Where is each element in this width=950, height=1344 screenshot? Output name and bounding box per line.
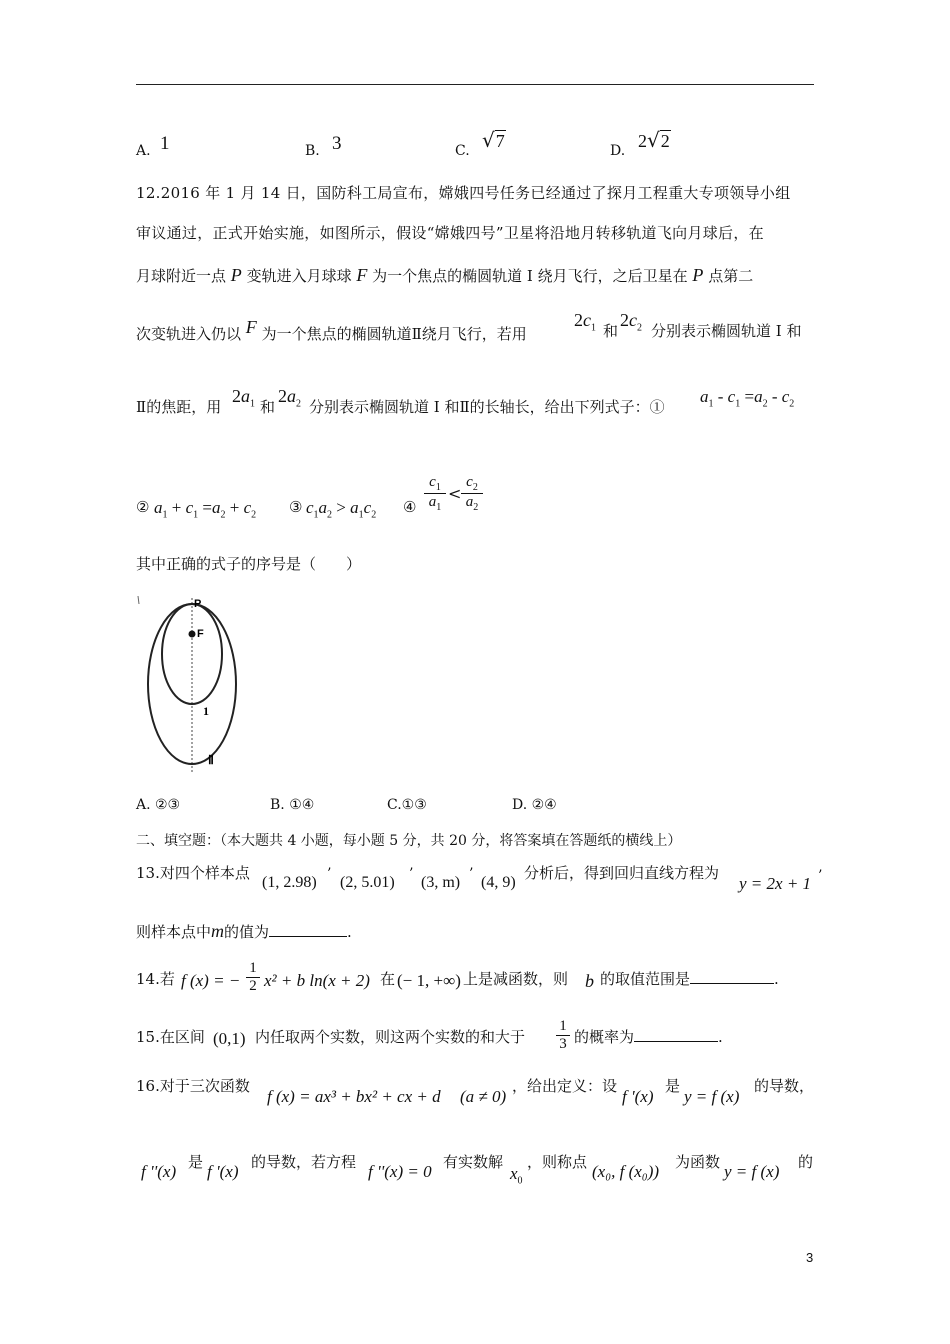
q12-and-1: 和 — [603, 322, 619, 340]
q12-line1: 12.2016 年 1 月 14 日，国防科工局宣布，嫦娥四号任务已经通过了探月工程重大专项领导小组 — [136, 184, 791, 202]
q12-line4-tail: 分别表示椭圆轨道 Ⅰ 和 — [651, 322, 802, 340]
header-rule — [136, 84, 814, 85]
q13-line2: 则样本点中m的值为 . — [136, 921, 352, 941]
q12-option-c: C.①③ — [387, 797, 427, 813]
q14-answer-blank[interactable] — [690, 983, 774, 984]
option-b-value: 3 — [332, 133, 342, 154]
less-than: < — [448, 484, 462, 503]
symbol-2c2: $2c_2$ — [620, 310, 642, 334]
q13-mid: 分析后，得到回归直线方程为 — [524, 864, 720, 882]
option-d-label: D. — [610, 143, 626, 159]
q16-fp: f '(x) — [622, 1087, 654, 1106]
q16-cond: (a ≠ 0) — [460, 1087, 507, 1106]
fraction-c1-a1: $\frac{c_1}{a_1}$ — [424, 474, 446, 513]
q16-tail: 的导数， — [754, 1077, 815, 1095]
q16-l2-is: 是 — [188, 1153, 204, 1171]
q16-fx: f (x) = ax³ + bx² + cx + d — [267, 1087, 441, 1106]
focus-point — [189, 631, 196, 638]
formula-2: $a_1 + c_1 =a_2 + c_2$ — [154, 498, 257, 521]
comma-4: ’ — [818, 868, 823, 884]
section-2-heading: 二、填空题：（本大题共 4 小题，每小题 5 分，共 20 分，将答案填在答题纸的横线上） — [136, 833, 682, 849]
q16-l2-pt: (x₀, f (x₀)) — [592, 1162, 660, 1181]
mark-2: ② — [136, 498, 150, 516]
q16-l2-y: y = f (x) — [724, 1162, 780, 1181]
q16-l2-c: ，则称点 — [527, 1153, 588, 1171]
q14-b: b — [585, 971, 594, 991]
q16-l2-a: 的导数，若方程 — [251, 1153, 357, 1171]
q12-line5-tail: 分别表示椭圆轨道 Ⅰ 和Ⅱ的长轴长，给出下列式子：① — [309, 398, 665, 416]
mark-3: ③ — [289, 498, 303, 516]
option-a-value: 1 — [160, 133, 170, 154]
q16-fpp: f ''(x) — [141, 1162, 177, 1181]
q12-line2: 审议通过，正式开始实施，如图所示，假设“嫦娥四号”卫星将沿地月转移轨道飞向月球后，在 — [136, 224, 764, 242]
q14-fraction: $\frac{1}{2}$ — [246, 960, 260, 995]
q12-question: 其中正确的式子的序号是（ ） — [136, 555, 362, 573]
q16-l2-fp: f '(x) — [207, 1162, 239, 1181]
q12-line3: 月球附近一点 P 变轨进入月球球 F 为一个焦点的椭圆轨道 Ⅰ 绕月飞行，之后卫星在 P 点第二 — [136, 265, 754, 285]
option-c-label: C. — [455, 143, 470, 159]
q14-fx: f (x) = − — [181, 971, 241, 990]
orbit-diagram — [136, 592, 246, 777]
fraction-c2-a2: $\frac{c_2}{a_2}$ — [461, 474, 483, 513]
q16-l2-x0: $x_0$ — [510, 1164, 523, 1187]
q12-option-b: B. ①④ — [270, 797, 315, 813]
q14-interval: (− 1, +∞) — [397, 971, 461, 990]
q13-point-3: (3, m) — [421, 874, 461, 891]
q15-interval: (0,1) — [213, 1029, 246, 1048]
option-c-value: √7 — [482, 128, 505, 152]
q16-mid: ，给出定义：设 — [512, 1077, 618, 1095]
q16-yfx: y = f (x) — [684, 1087, 740, 1106]
q14-tail: 的取值范围是 . — [600, 970, 779, 988]
q15-fraction: $\frac{1}{3}$ — [556, 1018, 570, 1053]
q16-l2-b: 有实数解 — [443, 1153, 504, 1171]
option-a-label: A. — [136, 143, 151, 159]
q14-in: 在 — [380, 970, 396, 988]
option-b-label: B. — [305, 143, 320, 159]
q15-answer-blank[interactable] — [634, 1041, 718, 1042]
q13-point-1: (1, 2.98) — [262, 874, 317, 891]
comma-3: ’ — [469, 866, 474, 882]
q15-mid: 内任取两个实数，则这两个实数的和大于 — [255, 1028, 526, 1046]
label-II: Ⅱ — [208, 753, 214, 767]
q16-lead: 16.对于三次函数 — [136, 1077, 250, 1095]
q13-lead: 13.对四个样本点 — [136, 864, 250, 882]
q16-l2-d: 为函数 — [675, 1153, 721, 1171]
q13-answer-blank[interactable] — [269, 936, 347, 937]
symbol-2c1: $2c_1$ — [574, 310, 596, 334]
symbol-2a2: $2a_2$ — [278, 386, 301, 410]
q13-point-2: (2, 5.01) — [340, 874, 395, 891]
page-number: 3 — [806, 1250, 814, 1265]
q12-option-a: A. ②③ — [136, 797, 181, 813]
q13-point-4: (4, 9) — [481, 874, 516, 891]
q14-mid: 上是减函数，则 — [463, 970, 569, 988]
q14-lead: 14.若 — [136, 970, 175, 988]
q15-lead: 15.在区间 — [136, 1028, 205, 1046]
q12-option-d: D. ②④ — [512, 797, 557, 813]
q16-l2-e: 的 — [798, 1153, 814, 1171]
q15-tail: 的概率为 . — [574, 1028, 723, 1046]
label-I: 1 — [203, 704, 209, 718]
q14-rest: x² + b ln(x + 2) — [264, 971, 370, 990]
option-d-value: 2√2 — [638, 128, 670, 152]
comma-2: ’ — [409, 866, 414, 882]
formula-3: $c_1a_2 > a_1c_2$ — [306, 498, 377, 521]
comma-1: ’ — [327, 866, 332, 882]
q16-is: 是 — [665, 1077, 681, 1095]
q12-and-2: 和 — [260, 398, 276, 416]
q12-line5-lead: Ⅱ的焦距，用 — [136, 398, 222, 416]
symbol-2a1: $2a_1$ — [232, 386, 255, 410]
q13-equation: y = 2x + 1 — [739, 874, 812, 893]
label-P: P — [194, 598, 202, 610]
q16-l2-eq: f ''(x) = 0 — [368, 1162, 432, 1181]
formula-1: $a_1 - c_1 =a_2 - c_2$ — [700, 387, 795, 410]
label-F: F — [197, 628, 204, 640]
q12-line4: 次变轨进入仍以 F 为一个焦点的椭圆轨道Ⅱ绕月飞行，若用 — [136, 317, 527, 343]
mark-4: ④ — [403, 498, 417, 516]
